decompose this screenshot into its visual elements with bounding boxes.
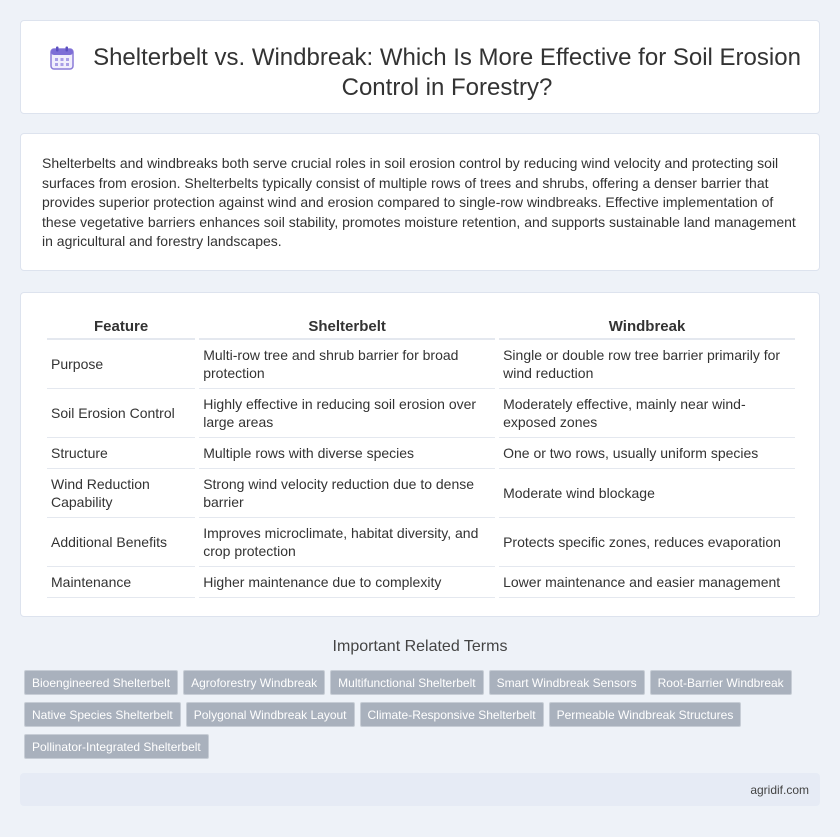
- footer-bar: [20, 773, 820, 806]
- table-header-row: [47, 315, 795, 340]
- related-term-tag[interactable]: Pollinator-Integrated Shelterbelt: [24, 734, 209, 759]
- cell-windbreak: Moderately effective, mainly near wind-exposed zones: [499, 389, 795, 438]
- footer-site-link[interactable]: agridif.com: [750, 783, 809, 797]
- cell-shelterbelt: Multi-row tree and shrub barrier for broad protection: [199, 340, 495, 389]
- cell-feature: Soil Erosion Control: [47, 389, 195, 438]
- intro-card: [20, 133, 820, 271]
- table-row: [47, 340, 795, 389]
- related-term-tag[interactable]: Smart Windbreak Sensors: [489, 670, 645, 695]
- table-row: [47, 389, 795, 438]
- cell-shelterbelt: Highly effective in reducing soil erosion over large areas: [199, 389, 495, 438]
- related-term-tag[interactable]: Permeable Windbreak Structures: [549, 702, 742, 727]
- header-card: [20, 20, 820, 114]
- cell-shelterbelt: Higher maintenance due to complexity: [199, 567, 495, 598]
- header-feature: Feature: [47, 315, 195, 340]
- cell-feature: Structure: [47, 438, 195, 469]
- comparison-card: [20, 292, 820, 617]
- related-term-tag[interactable]: Polygonal Windbreak Layout: [186, 702, 355, 727]
- page-title: Shelterbelt vs. Windbreak: Which Is More Effective for Soil Erosion Control in Forestry?: [93, 44, 801, 101]
- cell-shelterbelt: Multiple rows with diverse species: [199, 438, 495, 469]
- related-term-tag[interactable]: Multifunctional Shelterbelt: [330, 670, 483, 695]
- related-term-tag[interactable]: Bioengineered Shelterbelt: [24, 670, 178, 695]
- related-terms-title: Important Related Terms: [332, 638, 508, 655]
- cell-windbreak: One or two rows, usually uniform species: [499, 438, 795, 469]
- related-term-tag[interactable]: Agroforestry Windbreak: [183, 670, 325, 695]
- cell-windbreak: Lower maintenance and easier management: [499, 567, 795, 598]
- related-term-tag[interactable]: Root-Barrier Windbreak: [650, 670, 792, 695]
- cell-feature: Additional Benefits: [47, 518, 195, 567]
- cell-windbreak: Protects specific zones, reduces evaporation: [499, 518, 795, 567]
- table-row: [47, 469, 795, 518]
- cell-feature: Maintenance: [47, 567, 195, 598]
- header-shelterbelt: Shelterbelt: [199, 315, 495, 340]
- header-windbreak: Windbreak: [499, 315, 795, 340]
- cell-feature: Wind Reduction Capability: [47, 469, 195, 518]
- cell-feature: Purpose: [47, 340, 195, 389]
- cell-shelterbelt: Improves microclimate, habitat diversity, and crop protection: [199, 518, 495, 567]
- comparison-table: [43, 315, 799, 598]
- cell-shelterbelt: Strong wind velocity reduction due to dense barrier: [199, 469, 495, 518]
- intro-text: Shelterbelts and windbreaks both serve crucial roles in soil erosion control by reducing wind velocity and protecting soil surfaces from erosion. Shelterbelts typically consist of multiple rows of trees and shrubs, offering a denser barrier that provides superior protection against wind and erosion compared to single-row windbreaks. Effective implementation of these vegetative barriers enhances soil stability, promotes moisture retention, and supports sustainable land management in agricultural and forestry landscapes.: [42, 155, 796, 249]
- cell-windbreak: Single or double row tree barrier primarily for wind reduction: [499, 340, 795, 389]
- related-terms-list: [24, 670, 814, 766]
- calendar-icon: [49, 45, 75, 71]
- table-row: [47, 567, 795, 598]
- related-term-tag[interactable]: Climate-Responsive Shelterbelt: [360, 702, 544, 727]
- cell-windbreak: Moderate wind blockage: [499, 469, 795, 518]
- table-row: [47, 438, 795, 469]
- table-row: [47, 518, 795, 567]
- related-term-tag[interactable]: Native Species Shelterbelt: [24, 702, 181, 727]
